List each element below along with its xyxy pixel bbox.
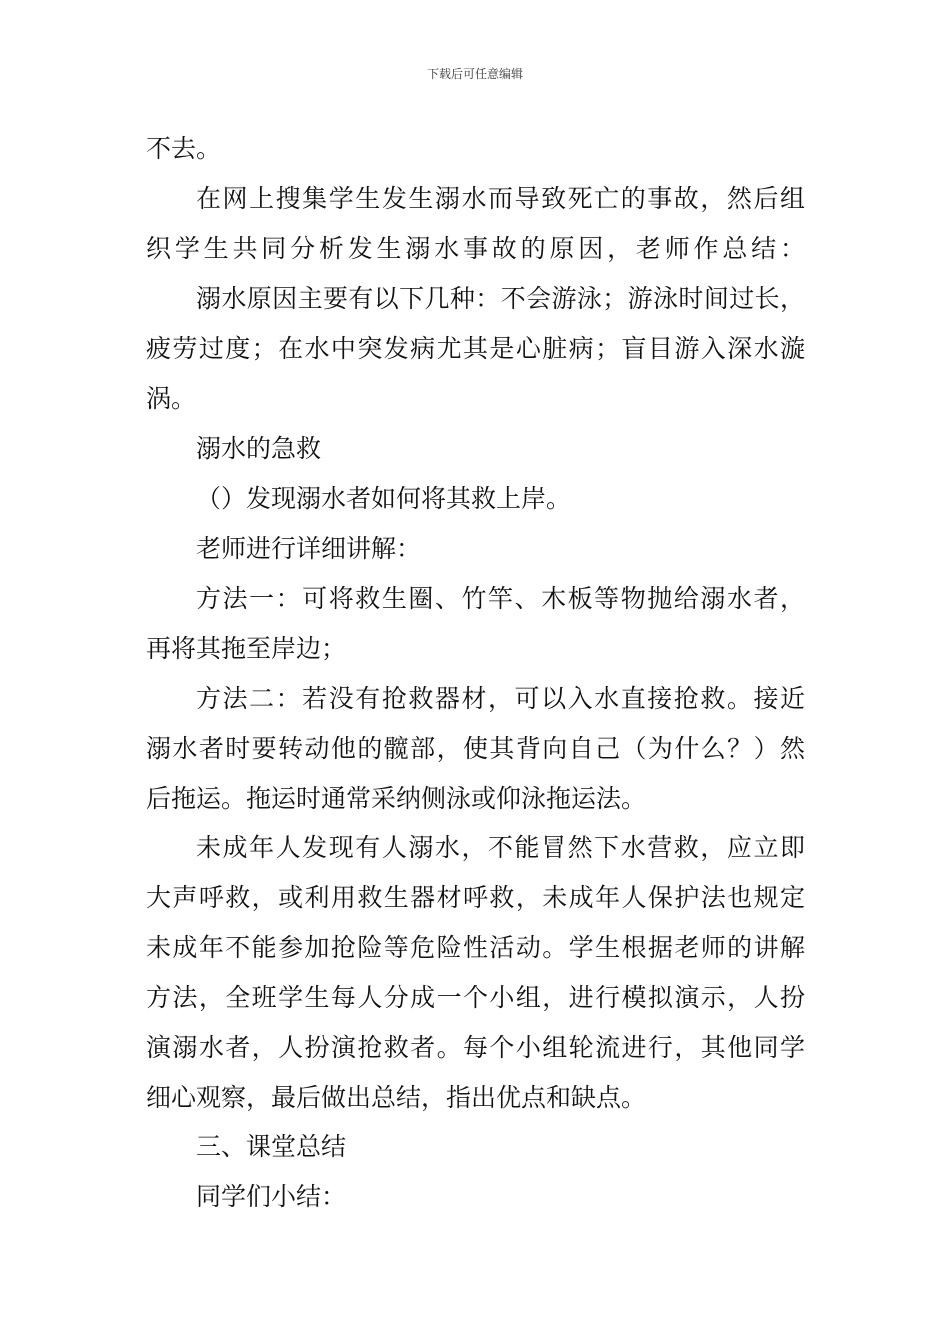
text-line: 未成年人发现有人溺水，不能冒然下水营救，应立即 <box>196 833 805 862</box>
text-line: 方法，全班学生每人分成一个小组，进行模拟演示，人扮 <box>146 983 805 1012</box>
text-line: （）发现溺水者如何将其救上岸。 <box>196 484 572 513</box>
text-line: 同学们小结： <box>196 1182 347 1211</box>
text-line: 疲劳过度；在水中突发病尤其是心脏病；盲目游入深水漩 <box>146 334 805 363</box>
text-line: 不去。 <box>146 134 222 163</box>
text-line: 后拖运。拖运时通常采纳侧泳或仰泳拖运法。 <box>146 784 647 813</box>
text-line: 再将其拖至岸边； <box>146 634 347 663</box>
text-line: 溺水原因主要有以下几种：不会游泳；游泳时间过长， <box>196 284 805 313</box>
text-line: 织学生共同分析发生溺水事故的原因，老师作总结： <box>146 234 805 263</box>
text-line: 涡。 <box>146 384 197 413</box>
text-line: 方法一：可将救生圈、竹竿、木板等物抛给溺水者， <box>196 584 805 613</box>
page-header: 下载后可任意编辑 <box>426 67 523 81</box>
section-heading: 三、课堂总结 <box>196 1132 347 1161</box>
text-line: 演溺水者，人扮演抢救者。每个小组轮流进行，其他同学 <box>146 1033 805 1062</box>
text-line: 溺水的急救 <box>196 434 322 463</box>
text-line: 在网上搜集学生发生溺水而导致死亡的事故，然后组 <box>196 184 805 213</box>
text-line: 溺水者时要转动他的髋部，使其背向自己（为什么？）然 <box>146 734 805 763</box>
text-line: 老师进行详细讲解： <box>196 534 422 563</box>
text-line: 细心观察，最后做出总结，指出优点和缺点。 <box>146 1083 647 1112</box>
text-line: 大声呼救，或利用救生器材呼救，未成年人保护法也规定 <box>146 883 805 912</box>
text-line: 未成年不能参加抢险等危险性活动。学生根据老师的讲解 <box>146 933 805 962</box>
text-line: 方法二：若没有抢救器材，可以入水直接抢救。接近 <box>196 684 805 713</box>
